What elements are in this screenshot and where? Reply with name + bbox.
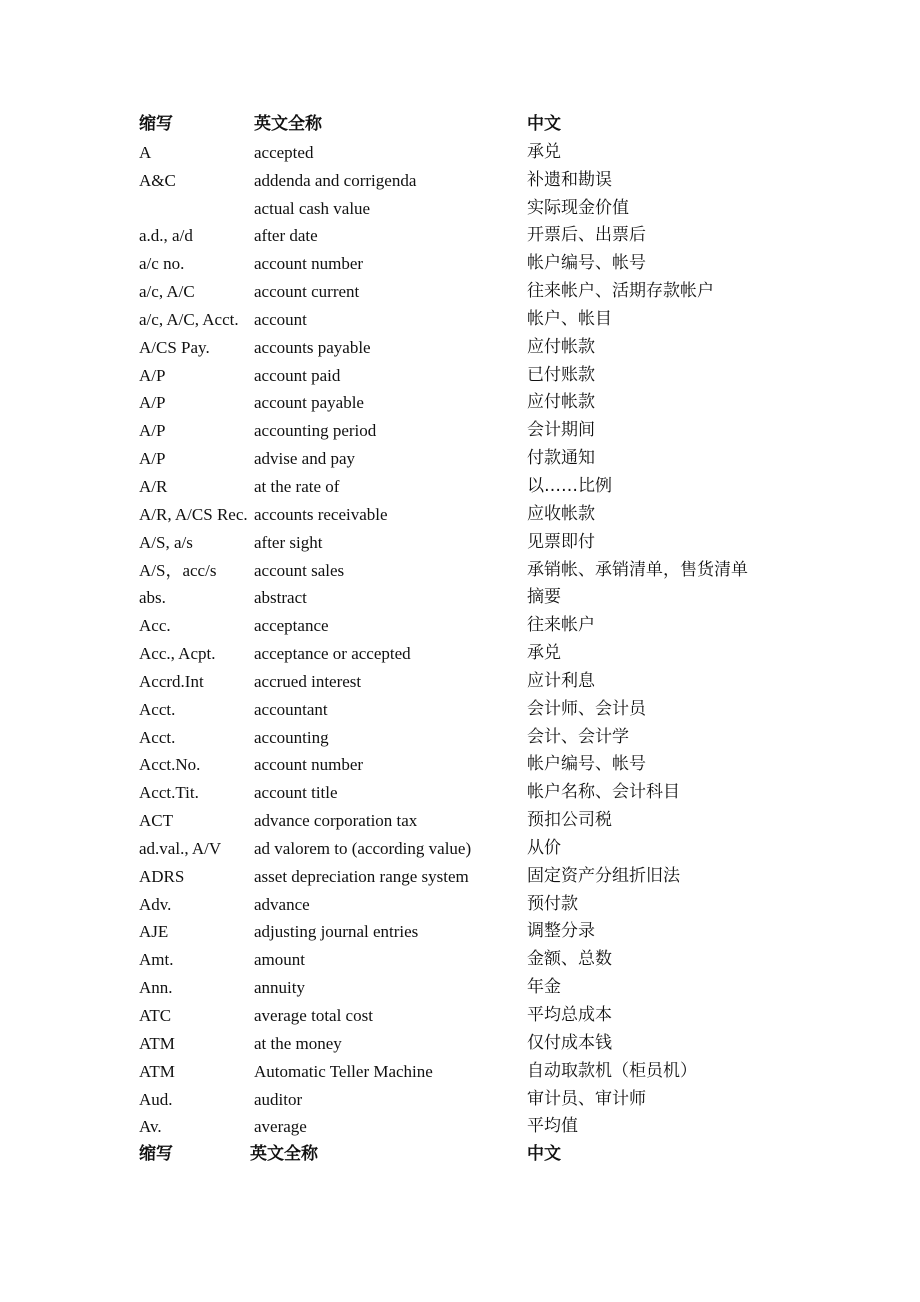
header-english: 英文全称	[254, 114, 322, 134]
chinese-cell: 自动取款机（柜员机）	[527, 1060, 697, 1081]
table-repeat-header-row	[139, 1141, 799, 1169]
repeat-header-english: 英文全称	[250, 1144, 318, 1165]
table-row	[139, 1113, 799, 1141]
abbr-cell: a/c no.	[139, 254, 185, 274]
chinese-cell: 帐户名称、会计科目	[527, 782, 680, 803]
english-cell: accountant	[254, 699, 328, 719]
english-cell: advise and pay	[254, 449, 356, 469]
chinese-cell: 实际现金价值	[527, 197, 629, 218]
chinese-cell: 预扣公司税	[527, 810, 612, 831]
table-row	[139, 946, 799, 974]
table-header-row	[139, 111, 799, 139]
abbr-cell: a/c, A/C	[139, 282, 195, 302]
abbr-cell: ATM	[139, 1061, 175, 1081]
abbr-cell: ad.val., A/V	[139, 838, 222, 858]
english-cell: ad valorem to (according value)	[254, 838, 472, 858]
english-cell: account paid	[254, 365, 341, 385]
chinese-cell: 从价	[527, 837, 561, 858]
abbr-cell: a/c, A/C, Acct.	[139, 309, 239, 329]
english-cell: accounting period	[254, 421, 377, 441]
chinese-cell: 付款通知	[527, 448, 595, 469]
chinese-cell: 以……比例	[527, 475, 612, 496]
abbr-cell: A/P	[139, 393, 166, 413]
english-cell: accounts payable	[254, 337, 371, 357]
abbr-cell: Ann.	[139, 978, 173, 998]
table-body	[139, 139, 799, 1141]
english-cell: accounting	[254, 727, 329, 747]
english-cell: accepted	[254, 142, 314, 162]
chinese-cell: 应付帐款	[527, 336, 595, 357]
english-cell: account current	[254, 282, 360, 302]
english-cell: at the rate of	[254, 476, 340, 496]
abbr-cell: A/P	[139, 365, 166, 385]
english-cell: amount	[254, 950, 305, 970]
english-cell: advance corporation tax	[254, 811, 418, 831]
chinese-cell: 开票后、出票后	[527, 225, 646, 246]
table-row	[139, 891, 799, 919]
abbr-cell: Acct.	[139, 727, 176, 747]
table-row	[139, 139, 799, 167]
table-row	[139, 389, 799, 417]
table-row	[139, 807, 799, 835]
chinese-cell: 平均值	[527, 1116, 578, 1137]
table-row	[139, 473, 799, 501]
table-row	[139, 696, 799, 724]
repeat-header-chinese: 中文	[527, 1144, 561, 1165]
abbr-cell: ATC	[139, 1006, 172, 1025]
table-row	[139, 1002, 799, 1030]
english-cell: at the money	[254, 1033, 342, 1053]
chinese-cell: 往来帐户、活期存款帐户	[527, 281, 714, 302]
chinese-cell: 应计利息	[527, 670, 595, 691]
chinese-cell: 补遗和勘误	[527, 169, 612, 190]
abbr-cell: abs.	[139, 588, 166, 608]
abbr-cell: AJE	[139, 922, 169, 942]
abbr-cell: A/CS Pay.	[139, 337, 210, 357]
abbr-cell: Acct.Tit.	[139, 783, 199, 803]
english-cell: account title	[254, 783, 338, 803]
chinese-cell: 帐户、帐目	[527, 308, 612, 329]
table-row	[139, 751, 799, 779]
chinese-cell: 会计、会计学	[527, 726, 629, 747]
english-cell: account number	[254, 254, 364, 274]
table-row	[139, 529, 799, 557]
abbr-cell: A/P	[139, 421, 166, 441]
abbr-cell: A/R, A/CS Rec.	[139, 504, 248, 524]
table-row	[139, 222, 799, 250]
abbr-cell: Acc.	[139, 616, 171, 636]
table-row	[139, 306, 799, 334]
abbr-cell: A/S，acc/s	[139, 560, 217, 580]
table-row	[139, 724, 799, 752]
table-row	[139, 779, 799, 807]
header-abbr: 缩写	[139, 114, 173, 134]
abbr-cell: Acct.	[139, 699, 176, 719]
table-row	[139, 334, 799, 362]
english-cell: after date	[254, 226, 318, 246]
abbr-cell: A/P	[139, 449, 166, 469]
abbr-cell: A	[139, 142, 152, 162]
table-row	[139, 863, 799, 891]
english-cell: average total cost	[254, 1006, 373, 1025]
table-row	[139, 835, 799, 863]
table-row	[139, 195, 799, 223]
chinese-cell: 审计员、审计师	[527, 1088, 646, 1109]
repeat-header-abbr: 缩写	[139, 1144, 173, 1165]
abbr-cell: A&C	[139, 170, 176, 190]
header-chinese: 中文	[527, 114, 561, 134]
chinese-cell: 摘要	[527, 587, 561, 608]
abbr-cell: Amt.	[139, 950, 174, 970]
table-row	[139, 640, 799, 668]
abbreviation-table	[139, 111, 799, 1169]
table-row	[139, 362, 799, 390]
chinese-cell: 见票即付	[527, 531, 595, 552]
chinese-cell: 会计期间	[527, 420, 595, 441]
table-row	[139, 445, 799, 473]
english-cell: account	[254, 309, 307, 329]
chinese-cell: 会计师、会计员	[527, 698, 646, 719]
abbr-cell: Accrd.Int	[139, 671, 204, 691]
table-row	[139, 167, 799, 195]
english-cell: acceptance	[254, 616, 329, 636]
english-cell: accrued interest	[254, 671, 362, 691]
table-row	[139, 974, 799, 1002]
chinese-cell: 应付帐款	[527, 392, 595, 413]
english-cell: account sales	[254, 560, 345, 580]
english-cell: abstract	[254, 588, 307, 608]
english-cell: advance	[254, 894, 310, 914]
english-cell: account number	[254, 755, 364, 775]
english-cell: accounts receivable	[254, 504, 388, 524]
chinese-cell: 帐户编号、帐号	[527, 253, 646, 274]
english-cell: addenda and corrigenda	[254, 170, 417, 190]
chinese-cell: 仅付成本钱	[527, 1032, 612, 1053]
english-cell: acceptance or accepted	[254, 644, 411, 664]
chinese-cell: 年金	[527, 977, 561, 998]
table-row	[139, 417, 799, 445]
table-row	[139, 1030, 799, 1058]
chinese-cell: 金额、总数	[527, 949, 612, 970]
chinese-cell: 预付款	[527, 893, 578, 914]
english-cell: after sight	[254, 532, 323, 552]
english-cell: average	[254, 1117, 307, 1137]
chinese-cell: 平均总成本	[527, 1005, 612, 1025]
abbr-cell: Acc., Acpt.	[139, 644, 216, 664]
chinese-cell: 承兑	[527, 643, 561, 664]
english-cell: Automatic Teller Machine	[254, 1061, 433, 1081]
english-cell: annuity	[254, 978, 305, 998]
abbr-cell: ACT	[139, 811, 173, 831]
chinese-cell: 往来帐户	[527, 615, 595, 636]
abbr-cell: Adv.	[139, 894, 172, 914]
english-cell: asset depreciation range system	[254, 866, 469, 886]
table-row	[139, 668, 799, 696]
table-row	[139, 1086, 799, 1114]
table-row	[139, 501, 799, 529]
chinese-cell: 已付账款	[527, 364, 595, 385]
chinese-cell: 承兑	[527, 141, 561, 162]
abbr-cell: Aud.	[139, 1089, 173, 1109]
abbr-cell: A/S, a/s	[139, 532, 193, 552]
table-row	[139, 557, 799, 585]
table-row	[139, 250, 799, 278]
abbr-cell: ATM	[139, 1033, 175, 1053]
table-row	[139, 584, 799, 612]
chinese-cell: 承销帐、承销清单，售货清单	[527, 559, 748, 580]
abbr-cell: Acct.No.	[139, 755, 201, 775]
chinese-cell: 应收帐款	[527, 503, 595, 524]
abbr-cell: Av.	[139, 1117, 162, 1137]
table-row	[139, 1058, 799, 1086]
chinese-cell: 帐户编号、帐号	[527, 754, 646, 775]
abbr-cell: a.d., a/d	[139, 226, 193, 246]
chinese-cell: 调整分录	[527, 921, 595, 942]
english-cell: adjusting journal entries	[254, 922, 419, 942]
table-row	[139, 278, 799, 306]
abbr-cell: A/R	[139, 476, 168, 496]
english-cell: actual cash value	[254, 198, 371, 218]
english-cell: auditor	[254, 1089, 303, 1109]
english-cell: account payable	[254, 393, 364, 413]
abbr-cell: ADRS	[139, 866, 185, 886]
table-row	[139, 918, 799, 946]
table-row	[139, 612, 799, 640]
chinese-cell: 固定资产分组折旧法	[527, 865, 680, 886]
